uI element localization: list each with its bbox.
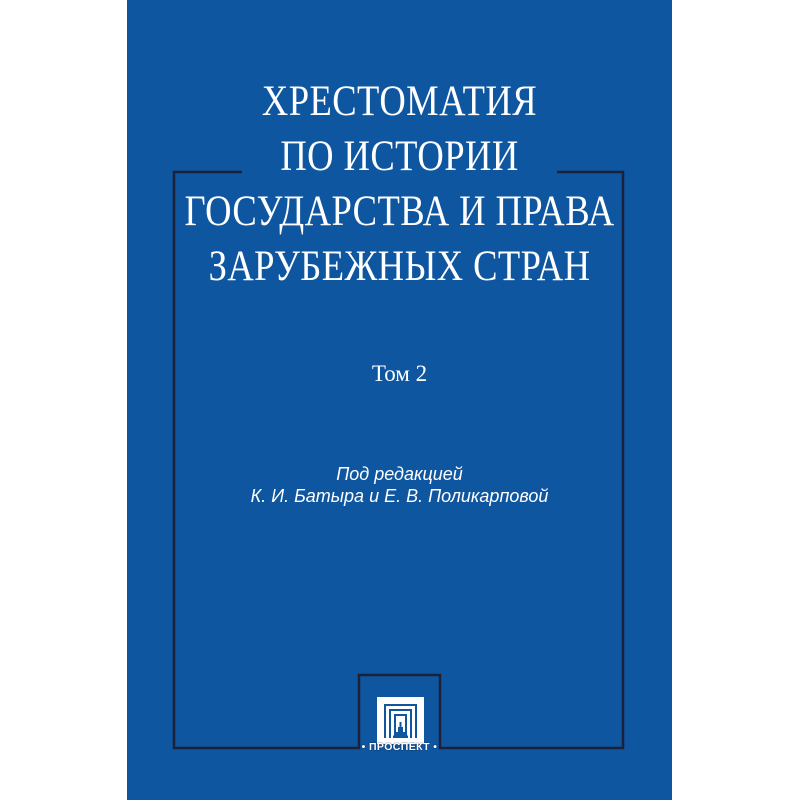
prospekt-gate-icon: [377, 697, 424, 744]
editors-block: [127, 463, 672, 507]
publisher-logo: [377, 697, 424, 744]
edited-by-line: Под редакцией: [336, 464, 463, 484]
editors-names-line: К. И. Батыра и Е. В. Поликарповой: [250, 486, 549, 506]
book-title: [168, 74, 631, 294]
book-cover: [127, 0, 672, 800]
title-line-2: ПО ИСТОРИИ: [280, 133, 519, 180]
title-line-4: ЗАРУБЕЖНЫХ СТРАН: [208, 243, 591, 290]
publisher-name-label: • ПРОСПЕКТ •: [361, 741, 438, 753]
volume-label: Том 2: [371, 361, 428, 386]
title-line-1: ХРЕСТОМАТИЯ: [261, 78, 538, 125]
title-line-3: ГОСУДАРСТВА И ПРАВА: [184, 188, 615, 235]
